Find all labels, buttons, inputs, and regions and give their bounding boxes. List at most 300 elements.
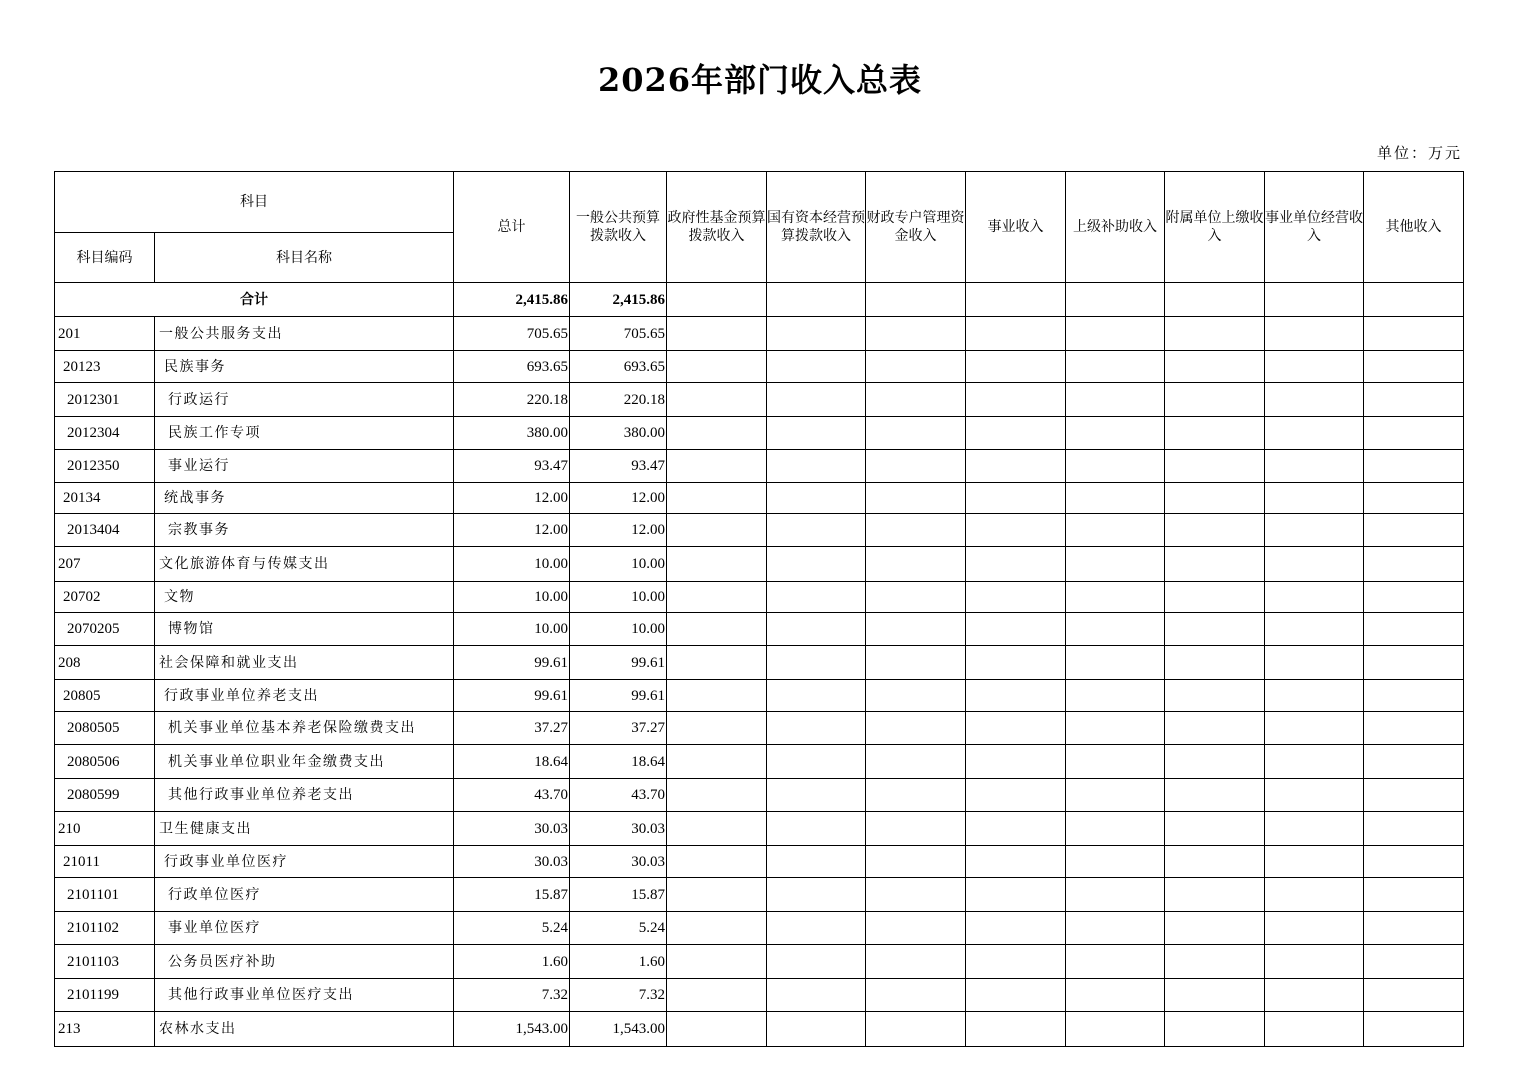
empty-cell (1165, 979, 1265, 1012)
general-budget-cell: 1,543.00 (570, 1012, 667, 1047)
empty-cell (667, 846, 767, 878)
empty-cell (767, 582, 866, 613)
table-row (55, 912, 1464, 945)
empty-cell (966, 547, 1066, 582)
empty-cell (1364, 745, 1464, 779)
empty-cell (866, 582, 966, 613)
general-budget-cell: 30.03 (570, 846, 667, 878)
unit-label: 单位：万元 (1376, 144, 1462, 162)
general-budget-cell: 43.70 (570, 779, 667, 812)
total-cell: 10.00 (454, 547, 570, 582)
empty-cell (966, 283, 1066, 317)
subject-code: 2012301 (55, 383, 155, 417)
empty-cell (1265, 846, 1364, 878)
empty-cell (1165, 450, 1265, 483)
subject-code: 2013404 (55, 514, 155, 547)
subject-code: 2101199 (55, 979, 155, 1012)
empty-cell (1364, 912, 1464, 945)
empty-cell (1066, 547, 1165, 582)
header-total: 总计 (454, 172, 570, 283)
empty-cell (866, 317, 966, 351)
empty-cell (1265, 812, 1364, 846)
total-cell: 12.00 (454, 483, 570, 514)
subject-name: 行政事业单位养老支出 (155, 680, 454, 712)
empty-cell (667, 383, 767, 417)
empty-cell (1066, 779, 1165, 812)
table-row (55, 351, 1464, 383)
total-cell: 705.65 (454, 317, 570, 351)
empty-cell (866, 450, 966, 483)
empty-cell (767, 979, 866, 1012)
subject-code: 2012304 (55, 417, 155, 450)
empty-cell (1265, 417, 1364, 450)
empty-cell (1265, 878, 1364, 912)
general-budget-cell: 93.47 (570, 450, 667, 483)
empty-cell (1165, 779, 1265, 812)
empty-cell (866, 979, 966, 1012)
empty-cell (866, 912, 966, 945)
total-cell: 99.61 (454, 680, 570, 712)
empty-cell (866, 680, 966, 712)
empty-cell (1066, 846, 1165, 878)
empty-cell (1066, 514, 1165, 547)
total-cell: 93.47 (454, 450, 570, 483)
empty-cell (1165, 812, 1265, 846)
empty-cell (1364, 417, 1464, 450)
empty-cell (667, 450, 767, 483)
table-row (55, 812, 1464, 846)
empty-cell (1364, 613, 1464, 646)
empty-cell (1364, 514, 1464, 547)
subject-code: 21011 (55, 846, 155, 878)
empty-cell (1165, 317, 1265, 351)
table-row (55, 483, 1464, 514)
empty-cell (966, 483, 1066, 514)
empty-cell (1265, 979, 1364, 1012)
total-cell: 12.00 (454, 514, 570, 547)
subject-code: 207 (55, 547, 155, 582)
table-row (55, 878, 1464, 912)
subject-code: 210 (55, 812, 155, 846)
total-cell: 43.70 (454, 779, 570, 812)
empty-cell (1165, 912, 1265, 945)
header-name: 科目名称 (155, 233, 454, 283)
table-row (55, 1012, 1464, 1047)
empty-cell (866, 846, 966, 878)
empty-cell (1364, 450, 1464, 483)
general-budget-cell: 18.64 (570, 745, 667, 779)
empty-cell (767, 514, 866, 547)
table-row (55, 613, 1464, 646)
empty-cell (767, 945, 866, 979)
header-subject: 科目 (55, 172, 454, 233)
empty-cell (866, 1012, 966, 1047)
empty-cell (1364, 317, 1464, 351)
subject-name: 博物馆 (155, 613, 454, 646)
subject-name: 事业单位医疗 (155, 912, 454, 945)
empty-cell (1265, 483, 1364, 514)
empty-cell (1066, 745, 1165, 779)
empty-cell (767, 912, 866, 945)
total-cell: 7.32 (454, 979, 570, 1012)
empty-cell (1364, 351, 1464, 383)
empty-cell (1265, 547, 1364, 582)
total-cell: 30.03 (454, 812, 570, 846)
subject-name: 公务员医疗补助 (155, 945, 454, 979)
empty-cell (767, 745, 866, 779)
empty-cell (767, 680, 866, 712)
empty-cell (1364, 878, 1464, 912)
table-row (55, 745, 1464, 779)
empty-cell (1066, 912, 1165, 945)
subject-code: 213 (55, 1012, 155, 1047)
table-row (55, 582, 1464, 613)
general-budget-cell: 705.65 (570, 317, 667, 351)
subject-code: 2080505 (55, 712, 155, 745)
empty-cell (667, 680, 767, 712)
subject-code: 2012350 (55, 450, 155, 483)
header-general-budget: 一般公共预算拨款收入 (570, 172, 667, 283)
empty-cell (667, 745, 767, 779)
empty-cell (1066, 878, 1165, 912)
empty-cell (1066, 351, 1165, 383)
empty-cell (966, 912, 1066, 945)
empty-cell (1165, 680, 1265, 712)
subject-name: 其他行政事业单位养老支出 (155, 779, 454, 812)
empty-cell (866, 514, 966, 547)
empty-cell (866, 547, 966, 582)
subject-name: 其他行政事业单位医疗支出 (155, 979, 454, 1012)
empty-cell (1066, 712, 1165, 745)
empty-cell (1364, 1012, 1464, 1047)
subject-name: 卫生健康支出 (155, 812, 454, 846)
empty-cell (1364, 383, 1464, 417)
empty-cell (667, 812, 767, 846)
empty-cell (667, 1012, 767, 1047)
empty-cell (966, 812, 1066, 846)
table-row (55, 383, 1464, 417)
empty-cell (866, 613, 966, 646)
empty-cell (667, 912, 767, 945)
empty-cell (1364, 712, 1464, 745)
empty-cell (966, 450, 1066, 483)
empty-cell (966, 351, 1066, 383)
empty-cell (667, 712, 767, 745)
total-cell: 18.64 (454, 745, 570, 779)
empty-cell (1165, 383, 1265, 417)
empty-cell (767, 646, 866, 680)
empty-cell (1265, 779, 1364, 812)
empty-cell (1165, 613, 1265, 646)
empty-cell (966, 383, 1066, 417)
empty-cell (667, 945, 767, 979)
empty-cell (1066, 945, 1165, 979)
empty-cell (1265, 613, 1364, 646)
table-row (55, 317, 1464, 351)
empty-cell (966, 712, 1066, 745)
subject-code: 2101101 (55, 878, 155, 912)
table-row (55, 450, 1464, 483)
empty-cell (1265, 383, 1364, 417)
header-fiscal-special: 财政专户管理资金收入 (866, 172, 966, 283)
total-cell: 30.03 (454, 846, 570, 878)
subject-name: 农林水支出 (155, 1012, 454, 1047)
empty-cell (966, 514, 1066, 547)
empty-cell (667, 979, 767, 1012)
empty-cell (1066, 613, 1165, 646)
empty-cell (866, 712, 966, 745)
empty-cell (767, 383, 866, 417)
empty-cell (1265, 582, 1364, 613)
subject-code: 20702 (55, 582, 155, 613)
empty-cell (1364, 812, 1464, 846)
empty-cell (1265, 745, 1364, 779)
empty-cell (767, 878, 866, 912)
subject-name: 统战事务 (155, 483, 454, 514)
empty-cell (1066, 283, 1165, 317)
empty-cell (1364, 646, 1464, 680)
total-cell: 10.00 (454, 613, 570, 646)
subject-code: 2080599 (55, 779, 155, 812)
total-cell: 1.60 (454, 945, 570, 979)
total-cell: 99.61 (454, 646, 570, 680)
general-budget-cell: 37.27 (570, 712, 667, 745)
subject-code: 208 (55, 646, 155, 680)
empty-cell (767, 547, 866, 582)
subject-name: 一般公共服务支出 (155, 317, 454, 351)
empty-cell (1265, 912, 1364, 945)
total-cell: 37.27 (454, 712, 570, 745)
empty-cell (966, 745, 1066, 779)
subject-name: 社会保障和就业支出 (155, 646, 454, 680)
table-row (55, 680, 1464, 712)
income-table (54, 171, 1464, 1047)
empty-cell (767, 417, 866, 450)
total-cell: 693.65 (454, 351, 570, 383)
table-row (55, 846, 1464, 878)
empty-cell (866, 878, 966, 912)
total-cell: 220.18 (454, 383, 570, 417)
empty-cell (1066, 417, 1165, 450)
empty-cell (966, 680, 1066, 712)
empty-cell (1165, 483, 1265, 514)
general-budget-cell: 30.03 (570, 812, 667, 846)
empty-cell (1364, 846, 1464, 878)
table-row (55, 979, 1464, 1012)
empty-cell (1066, 812, 1165, 846)
header-other: 其他收入 (1364, 172, 1464, 283)
empty-cell (1364, 945, 1464, 979)
empty-cell (866, 779, 966, 812)
header-state-capital: 国有资本经营预算拨款收入 (767, 172, 866, 283)
subject-name: 行政单位医疗 (155, 878, 454, 912)
subject-code: 2070205 (55, 613, 155, 646)
subject-name: 机关事业单位职业年金缴费支出 (155, 745, 454, 779)
general-budget-cell: 10.00 (570, 613, 667, 646)
empty-cell (767, 779, 866, 812)
empty-cell (667, 483, 767, 514)
empty-cell (667, 779, 767, 812)
empty-cell (966, 646, 1066, 680)
empty-cell (966, 417, 1066, 450)
empty-cell (1265, 317, 1364, 351)
subject-code: 2101103 (55, 945, 155, 979)
empty-cell (1165, 351, 1265, 383)
empty-cell (1364, 483, 1464, 514)
empty-cell (966, 317, 1066, 351)
empty-cell (1165, 417, 1265, 450)
empty-cell (866, 417, 966, 450)
empty-cell (866, 351, 966, 383)
empty-cell (767, 351, 866, 383)
empty-cell (667, 646, 767, 680)
table-row (55, 417, 1464, 450)
empty-cell (966, 613, 1066, 646)
header-code: 科目编码 (55, 233, 155, 283)
empty-cell (1165, 945, 1265, 979)
empty-cell (1265, 450, 1364, 483)
empty-cell (1165, 712, 1265, 745)
empty-cell (667, 417, 767, 450)
subject-name: 行政运行 (155, 383, 454, 417)
subject-code: 201 (55, 317, 155, 351)
table-row (55, 712, 1464, 745)
empty-cell (1066, 646, 1165, 680)
empty-cell (767, 613, 866, 646)
subject-name: 民族事务 (155, 351, 454, 383)
empty-cell (1165, 283, 1265, 317)
empty-cell (966, 1012, 1066, 1047)
empty-cell (1265, 514, 1364, 547)
empty-cell (966, 846, 1066, 878)
empty-cell (1364, 979, 1464, 1012)
empty-cell (767, 483, 866, 514)
empty-cell (1165, 846, 1265, 878)
total-cell: 15.87 (454, 878, 570, 912)
empty-cell (1165, 514, 1265, 547)
empty-cell (667, 613, 767, 646)
empty-cell (767, 317, 866, 351)
empty-cell (866, 383, 966, 417)
header-business: 事业收入 (966, 172, 1066, 283)
empty-cell (767, 1012, 866, 1047)
empty-cell (1165, 582, 1265, 613)
general-budget-cell: 10.00 (570, 582, 667, 613)
empty-cell (966, 979, 1066, 1012)
empty-cell (1265, 945, 1364, 979)
empty-cell (1165, 878, 1265, 912)
general-budget-cell: 5.24 (570, 912, 667, 945)
empty-cell (1066, 1012, 1165, 1047)
empty-cell (1364, 582, 1464, 613)
empty-cell (1265, 712, 1364, 745)
header-affiliated: 附属单位上缴收入 (1165, 172, 1265, 283)
empty-cell (1066, 483, 1165, 514)
subject-code: 2101102 (55, 912, 155, 945)
empty-cell (1364, 283, 1464, 317)
subject-name: 事业运行 (155, 450, 454, 483)
empty-cell (1165, 646, 1265, 680)
general-budget-cell: 693.65 (570, 351, 667, 383)
table-row (55, 945, 1464, 979)
general-budget-cell: 15.87 (570, 878, 667, 912)
empty-cell (1066, 680, 1165, 712)
table-row (55, 514, 1464, 547)
general-budget-cell: 99.61 (570, 646, 667, 680)
general-budget-cell: 380.00 (570, 417, 667, 450)
empty-cell (1165, 547, 1265, 582)
page-title: 2026年部门收入总表 (597, 61, 923, 99)
general-budget-cell: 220.18 (570, 383, 667, 417)
total-value: 2,415.86 (454, 283, 570, 317)
empty-cell (667, 351, 767, 383)
total-row (55, 283, 1464, 317)
empty-cell (1364, 779, 1464, 812)
general-budget-cell: 12.00 (570, 514, 667, 547)
empty-cell (667, 317, 767, 351)
empty-cell (866, 646, 966, 680)
empty-cell (966, 945, 1066, 979)
empty-cell (866, 483, 966, 514)
empty-cell (1066, 979, 1165, 1012)
empty-cell (1165, 1012, 1265, 1047)
empty-cell (767, 283, 866, 317)
empty-cell (767, 712, 866, 745)
empty-cell (866, 812, 966, 846)
total-label: 合计 (55, 283, 454, 317)
table-row (55, 779, 1464, 812)
total-cell: 380.00 (454, 417, 570, 450)
subject-name: 文化旅游体育与传媒支出 (155, 547, 454, 582)
empty-cell (767, 812, 866, 846)
empty-cell (667, 547, 767, 582)
header-gov-fund: 政府性基金预算拨款收入 (667, 172, 767, 283)
empty-cell (767, 846, 866, 878)
empty-cell (966, 779, 1066, 812)
general-budget-cell: 12.00 (570, 483, 667, 514)
general-budget-cell: 99.61 (570, 680, 667, 712)
general-budget-cell: 7.32 (570, 979, 667, 1012)
empty-cell (1165, 745, 1265, 779)
subject-name: 民族工作专项 (155, 417, 454, 450)
subject-name: 宗教事务 (155, 514, 454, 547)
subject-name: 机关事业单位基本养老保险缴费支出 (155, 712, 454, 745)
empty-cell (667, 878, 767, 912)
total-cell: 10.00 (454, 582, 570, 613)
header-superior-subsidy: 上级补助收入 (1066, 172, 1165, 283)
header-operating: 事业单位经营收入 (1265, 172, 1364, 283)
empty-cell (866, 745, 966, 779)
subject-name: 行政事业单位医疗 (155, 846, 454, 878)
empty-cell (1265, 1012, 1364, 1047)
total-cell: 1,543.00 (454, 1012, 570, 1047)
subject-code: 20123 (55, 351, 155, 383)
empty-cell (667, 283, 767, 317)
empty-cell (1364, 680, 1464, 712)
empty-cell (1066, 582, 1165, 613)
table-row (55, 547, 1464, 582)
empty-cell (1265, 680, 1364, 712)
subject-code: 2080506 (55, 745, 155, 779)
empty-cell (1265, 283, 1364, 317)
total-general-budget: 2,415.86 (570, 283, 667, 317)
empty-cell (667, 582, 767, 613)
empty-cell (767, 450, 866, 483)
empty-cell (1066, 450, 1165, 483)
empty-cell (1265, 646, 1364, 680)
empty-cell (1364, 547, 1464, 582)
empty-cell (1265, 351, 1364, 383)
